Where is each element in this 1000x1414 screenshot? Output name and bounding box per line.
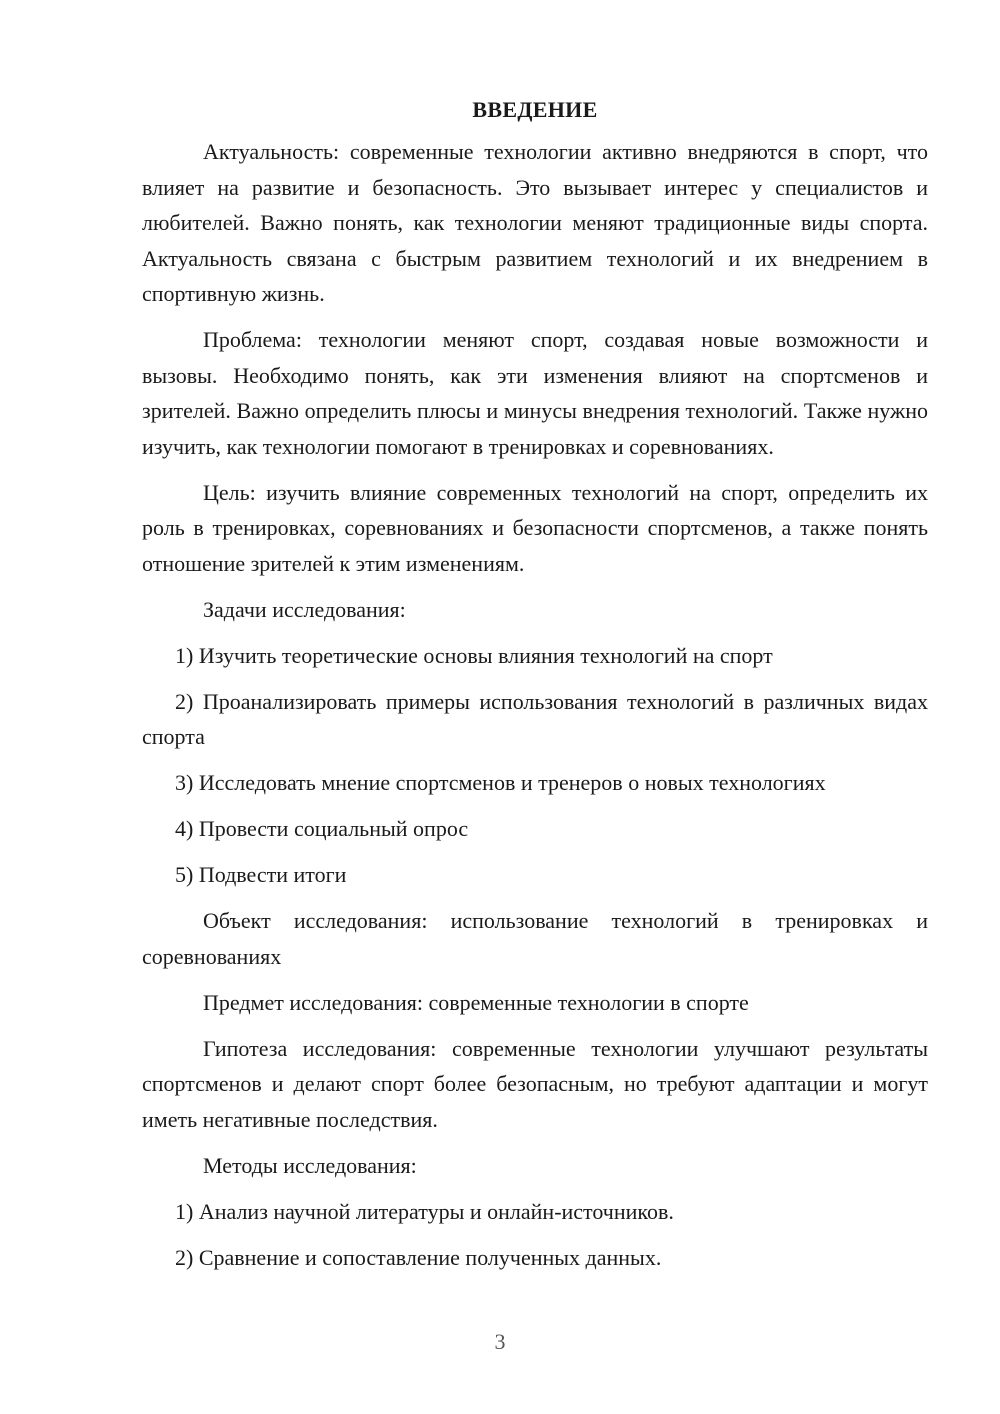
paragraph-problem: Проблема: технологии меняют спорт, создавая новые возможности и вызовы. Необходимо понять, как эти изменения влияют на спортсменов и зрителей. Важно определить плюсы и минусы внедрения технологий. Также нужно изучить, как технологии помогают в тренировках и соревнованиях.	[142, 327, 928, 459]
task-item-4: 4) Провести социальный опрос	[175, 816, 469, 841]
method-item-1: 1) Анализ научной литературы и онлайн-источников.	[175, 1198, 674, 1224]
methods-heading: Методы исследования:	[203, 1152, 417, 1178]
task-item-1: 1) Изучить теоретические основы влияния технологий на спорт	[175, 642, 773, 668]
paragraph-subject: Предмет исследования: современные технологии в спорте	[203, 989, 749, 1015]
task-item-3: 3) Исследовать мнение спортсменов и тренеров о новых технологиях	[175, 770, 826, 795]
task-item-5: 5) Подвести итоги	[175, 862, 347, 887]
method-item-2: 2) Сравнение и сопоставление полученных данных.	[175, 1244, 662, 1270]
paragraph-hypothesis: Гипотеза исследования: современные технологии улучшают результаты спортсменов и делают спорт более безопасным, но требуют адаптации и могут иметь негативные последствия.	[142, 1035, 928, 1132]
paragraph-goal: Цель: изучить влияние современных технологий на спорт, определить их роль в тренировках, соревнованиях и безопасности спортсменов, а также понять отношение зрителей к этим изменениям.	[142, 479, 928, 576]
section-title: ВВЕДЕНИЕ	[472, 97, 598, 122]
task-item-2: 2) Проанализировать примеры использования технологий в различных видах спорта	[142, 688, 928, 749]
paragraph-relevance: Актуальность: современные технологии активно внедряются в спорт, что влияет на развитие и безопасность. Это вызывает интерес у специалистов и любителей. Важно понять, как технологии меняют традиционные виды спорта. Актуальность связана с быстрым развитием технологий и их внедрением в спортивную жизнь.	[142, 139, 928, 306]
paragraph-object: Объект исследования: использование технологий в тренировках и соревнованиях	[142, 908, 928, 969]
document-page	[142, 92, 928, 1286]
page-number: 3	[494, 1329, 506, 1354]
tasks-heading: Задачи исследования:	[203, 596, 406, 622]
